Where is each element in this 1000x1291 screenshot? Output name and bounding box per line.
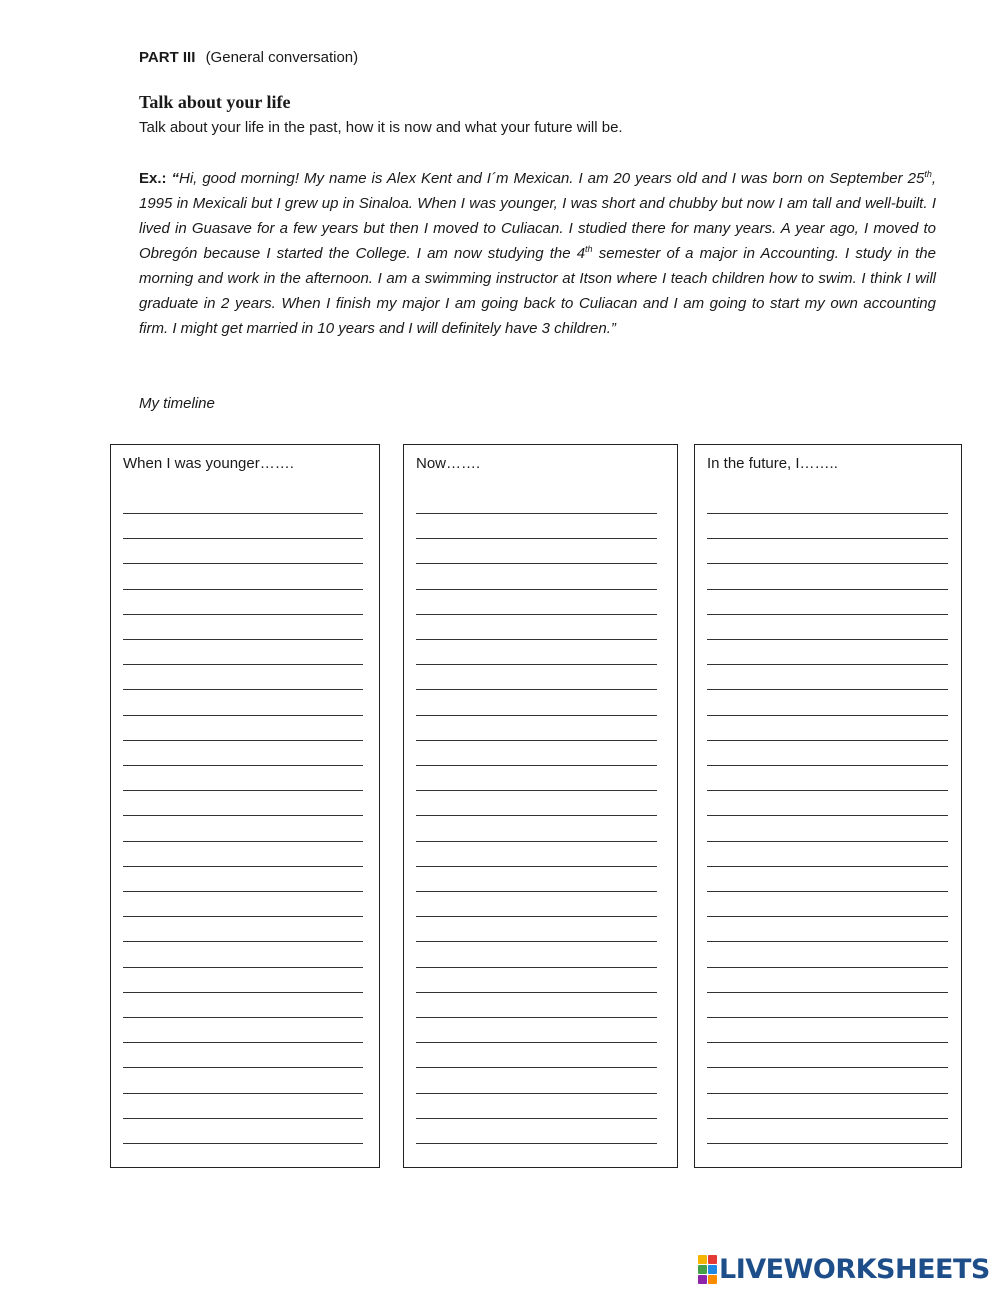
writing-line [123, 992, 363, 993]
writing-line [707, 841, 948, 842]
writing-line [123, 967, 363, 968]
writing-line [707, 1042, 948, 1043]
writing-line [416, 538, 657, 539]
writing-line [707, 1118, 948, 1119]
example-superscript-1: th [924, 169, 932, 179]
writing-line [123, 1042, 363, 1043]
writing-line [416, 815, 657, 816]
writing-line [123, 916, 363, 917]
writing-line [416, 841, 657, 842]
logo-tile [698, 1265, 707, 1274]
example-superscript-2: th [585, 244, 593, 254]
example-quote-open: “ [171, 170, 180, 187]
writing-line [123, 614, 363, 615]
writing-line [707, 967, 948, 968]
writing-line [707, 916, 948, 917]
writing-line [123, 1017, 363, 1018]
column-title-now: Now……. [416, 455, 481, 472]
writing-line [707, 664, 948, 665]
writing-line [416, 1143, 657, 1144]
writing-line [707, 689, 948, 690]
writing-line [123, 866, 363, 867]
writing-line [707, 941, 948, 942]
writing-line [123, 740, 363, 741]
writing-line [707, 740, 948, 741]
logo-tile [708, 1265, 717, 1274]
logo-tile [708, 1255, 717, 1264]
example-text-1: Hi, good morning! My name is Alex Kent and I´m Mexican. I am 20 years old and I was born on September 25 [179, 170, 925, 187]
writing-line [707, 1067, 948, 1068]
writing-line [707, 715, 948, 716]
writing-line [123, 891, 363, 892]
writing-line [707, 1143, 948, 1144]
timeline-column-past [110, 444, 380, 1168]
writing-line [416, 790, 657, 791]
logo-tile [708, 1275, 717, 1284]
writing-line [123, 589, 363, 590]
writing-line [707, 1093, 948, 1094]
writing-line [707, 538, 948, 539]
writing-line [707, 614, 948, 615]
writing-line [123, 513, 363, 514]
writing-line [123, 941, 363, 942]
timeline-column-future [694, 444, 962, 1168]
writing-line [416, 1067, 657, 1068]
writing-line [416, 992, 657, 993]
writing-line [416, 589, 657, 590]
writing-line [416, 639, 657, 640]
writing-line [123, 563, 363, 564]
timeline-label: My timeline [139, 395, 215, 412]
writing-line [123, 1118, 363, 1119]
writing-line [123, 664, 363, 665]
instruction-text: Talk about your life in the past, how it is now and what your future will be. [139, 119, 623, 136]
writing-line [707, 513, 948, 514]
logo-tile [698, 1275, 707, 1284]
writing-line [123, 841, 363, 842]
writing-line [707, 790, 948, 791]
example-text-2: , 1995 in Mexicali but I grew up in Sinaloa. When I was younger, I was short and chubby but now I am tall and well-built. I lived in Guasave for a few years but then I moved to Culiacan. I studied there for many years. A year ago, I moved to Obregón because I started the College. I am now studying the 4 [139, 170, 936, 262]
writing-line [707, 815, 948, 816]
writing-line [416, 513, 657, 514]
writing-line [707, 992, 948, 993]
writing-line [416, 916, 657, 917]
column-title-future: In the future, I…….. [707, 455, 838, 472]
writing-line [123, 689, 363, 690]
liveworksheets-logo-icon [698, 1255, 717, 1284]
logo-tile [698, 1255, 707, 1264]
brand-name: LIVEWORKSHEETS [719, 1253, 990, 1285]
example-text-3: semester of a major in Accounting. I study in the morning and work in the afternoon. I am a swimming instructor at Itson where I teach children how to swim. I think I will graduate in 2 years. When I finish my major I am going back to Culiacan and I am going to start my own accounting firm. I might get married in 10 years and I will definitely have 3 children.” [139, 245, 936, 337]
writing-line [123, 639, 363, 640]
writing-line [123, 1093, 363, 1094]
writing-line [123, 1143, 363, 1144]
writing-line [707, 891, 948, 892]
brand-footer [698, 1254, 990, 1284]
writing-line [416, 1042, 657, 1043]
writing-line [707, 589, 948, 590]
writing-line [123, 538, 363, 539]
writing-line [123, 1067, 363, 1068]
writing-line [123, 790, 363, 791]
part-label: PART III [139, 49, 196, 66]
writing-line [707, 765, 948, 766]
timeline-column-now [403, 444, 678, 1168]
writing-line [416, 967, 657, 968]
writing-line [416, 1118, 657, 1119]
writing-line [416, 740, 657, 741]
writing-line [416, 563, 657, 564]
writing-line [416, 866, 657, 867]
writing-line [416, 664, 657, 665]
writing-line [416, 765, 657, 766]
example-label: Ex.: [139, 170, 167, 187]
writing-line [416, 715, 657, 716]
writing-line [416, 1017, 657, 1018]
column-title-past: When I was younger……. [123, 455, 294, 472]
writing-line [416, 891, 657, 892]
writing-line [707, 639, 948, 640]
part-heading [139, 48, 358, 68]
writing-line [707, 563, 948, 564]
page-title: Talk about your life [139, 92, 291, 112]
writing-line [416, 614, 657, 615]
writing-line [123, 765, 363, 766]
writing-line [707, 866, 948, 867]
writing-line [416, 941, 657, 942]
example-paragraph [139, 166, 936, 341]
writing-line [416, 1093, 657, 1094]
writing-line [123, 715, 363, 716]
writing-line [123, 815, 363, 816]
writing-line [707, 1017, 948, 1018]
writing-line [416, 689, 657, 690]
part-description: (General conversation) [205, 49, 359, 66]
